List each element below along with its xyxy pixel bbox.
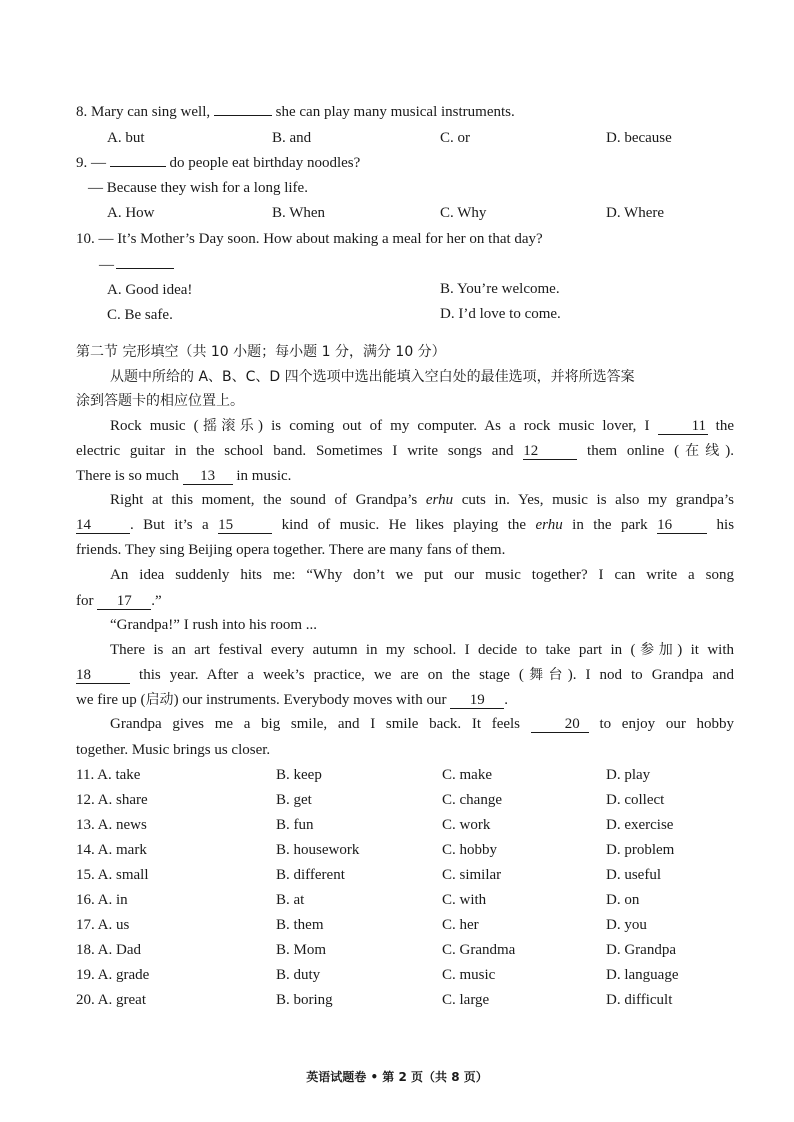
cloze-blank-11: 11	[658, 418, 708, 435]
passage-text: for	[76, 593, 94, 609]
chinese-gloss: 启动	[145, 692, 174, 708]
cloze-option-b: B. get	[276, 792, 312, 808]
question-9	[76, 153, 734, 173]
passage-line	[76, 665, 734, 685]
answer-blank	[110, 166, 166, 167]
cloze-option-d: D. exercise	[606, 817, 674, 833]
section-title: 第二节 完形填空（共 10 小题；每小题 1 分，满分 10 分）	[76, 344, 446, 360]
question-8	[76, 102, 734, 122]
dash: —	[99, 257, 114, 273]
cloze-option-c: C. with	[442, 892, 487, 908]
passage-line	[76, 466, 734, 486]
cloze-option-b: B. at	[276, 892, 305, 908]
option-a: A. but	[107, 130, 145, 146]
option-d: D. because	[606, 130, 672, 146]
passage-line	[76, 490, 734, 510]
cloze-blank-18: 18	[76, 667, 130, 684]
cloze-option-b: B. duty	[276, 967, 321, 983]
option-c: C. Why	[440, 205, 487, 221]
cloze-option-c: C. her	[442, 917, 479, 933]
cloze-blank-20: 20	[531, 716, 589, 733]
cloze-blank-14: 14	[76, 517, 130, 534]
question-text: do people eat birthday noodles?	[169, 155, 361, 171]
cloze-blank-12: 12	[523, 443, 577, 460]
passage-text: the	[715, 418, 734, 434]
page-footer: 英语试题卷 • 第 2 页（共 8 页）	[306, 1070, 488, 1084]
passage-text: to enjoy our hobby	[599, 716, 735, 732]
option-d: D. Where	[606, 205, 665, 221]
passage-text: ) our instruments. Everybody moves with our	[173, 692, 447, 708]
passage-text: Rock music (	[110, 418, 199, 434]
passage-line	[76, 640, 734, 660]
passage-line: “Grandpa!” I rush into his room ...	[110, 617, 318, 633]
chinese-gloss: 摇滚乐	[198, 418, 259, 434]
cloze-option-d: D. Grandpa	[606, 942, 676, 958]
cloze-option-a: 15. A. small	[76, 867, 149, 883]
passage-line	[76, 441, 734, 461]
cloze-option-a: 14. A. mark	[76, 842, 147, 858]
cloze-blank-17: 17	[97, 593, 151, 610]
passage-line	[76, 690, 734, 710]
passage-text: we fire up (	[76, 692, 146, 708]
cloze-option-c: C. hobby	[442, 842, 498, 858]
passage-line	[76, 591, 734, 611]
cloze-option-c: C. make	[442, 767, 492, 783]
cloze-option-d: D. difficult	[606, 992, 673, 1008]
reply-line	[99, 255, 174, 275]
cloze-option-a: 18. A. Dad	[76, 942, 141, 958]
cloze-option-d: D. collect	[606, 792, 665, 808]
option-c: C. or	[440, 130, 470, 146]
italic-word: erhu	[535, 517, 563, 533]
option-a: A. How	[107, 205, 155, 221]
option-b: B. When	[272, 205, 326, 221]
cloze-option-c: C. similar	[442, 867, 502, 883]
cloze-option-d: D. problem	[606, 842, 675, 858]
cloze-option-b: B. them	[276, 917, 324, 933]
cloze-option-a: 12. A. share	[76, 792, 148, 808]
cloze-option-b: B. fun	[276, 817, 314, 833]
option-b: B. and	[272, 130, 312, 146]
question-text: Mary can sing well,	[91, 104, 211, 120]
passage-text: There is an art festival every autumn in my school. I decide to take part in (	[110, 642, 636, 658]
passage-text: There is so much	[76, 468, 179, 484]
cloze-option-a: 20. A. great	[76, 992, 146, 1008]
answer-blank	[116, 268, 174, 269]
passage-text: cuts in. Yes, music is also my grandpa’s	[461, 492, 735, 508]
passage-text: .”	[151, 593, 162, 609]
passage-text: electric guitar in the school band. Sometimes I write songs and	[76, 443, 514, 459]
question-text: she can play many musical instruments.	[275, 104, 515, 120]
passage-text: . But it’s a	[130, 517, 209, 533]
section-instructions: 从题中所给的 A、B、C、D 四个选项中选出能填入空白处的最佳选项，并将所选答案	[110, 369, 635, 385]
cloze-option-a: 13. A. news	[76, 817, 147, 833]
passage-line: together. Music brings us closer.	[76, 742, 271, 758]
cloze-option-b: B. Mom	[276, 942, 327, 958]
cloze-option-c: C. music	[442, 967, 496, 983]
option-c: C. Be safe.	[107, 307, 173, 323]
passage-text: ). I nod to Grandpa and	[567, 667, 735, 683]
cloze-option-a: 16. A. in	[76, 892, 128, 908]
cloze-blank-15: 15	[218, 517, 272, 534]
question-number: 10.	[76, 231, 95, 247]
passage-line: An idea suddenly hits me: “Why don’t we put our music together? I can write a song	[110, 567, 734, 583]
cloze-blank-13: 13	[183, 468, 233, 485]
passage-line: friends. They sing Beijing opera together. There are many fans of them.	[76, 542, 506, 558]
passage-text: his	[716, 517, 735, 533]
chinese-gloss: 在线	[679, 443, 726, 459]
reply-line: — Because they wish for a long life.	[88, 180, 308, 196]
cloze-option-c: C. change	[442, 792, 502, 808]
passage-text: this year. After a week’s practice, we are on the stage (	[139, 667, 524, 683]
cloze-option-d: D. language	[606, 967, 679, 983]
passage-text: kind of music. He likes playing the	[281, 517, 527, 533]
cloze-option-d: D. on	[606, 892, 640, 908]
question-text: — It’s Mother’s Day soon. How about making a meal for her on that day?	[98, 231, 543, 247]
cloze-option-b: B. different	[276, 867, 345, 883]
chinese-gloss: 舞台	[523, 667, 568, 683]
option-a: A. Good idea!	[107, 282, 193, 298]
answer-blank	[214, 115, 272, 116]
passage-text: Grandpa gives me a big smile, and I smile back. It feels	[110, 716, 521, 732]
cloze-option-b: B. housework	[276, 842, 360, 858]
cloze-option-d: D. play	[606, 767, 651, 783]
cloze-blank-19: 19	[450, 692, 504, 709]
passage-text: Right at this moment, the sound of Grandpa’s	[110, 492, 418, 508]
option-b: B. You’re welcome.	[440, 281, 560, 297]
cloze-option-a: 19. A. grade	[76, 967, 150, 983]
cloze-option-c: C. work	[442, 817, 491, 833]
question-number: 8.	[76, 104, 88, 120]
passage-line	[76, 515, 734, 535]
passage-text: ) it with	[677, 642, 734, 658]
cloze-option-c: C. Grandma	[442, 942, 516, 958]
cloze-option-d: D. useful	[606, 867, 661, 883]
passage-text: ) is coming out of my computer. As a rock music lover, I	[258, 418, 650, 434]
chinese-gloss: 参加	[635, 642, 678, 658]
passage-text: in the park	[572, 517, 648, 533]
question-number: 9.	[76, 155, 88, 171]
cloze-option-d: D. you	[606, 917, 647, 933]
cloze-option-a: 11. A. take	[76, 767, 141, 783]
cloze-blank-16: 16	[657, 517, 707, 534]
dash: —	[91, 155, 106, 171]
passage-line	[76, 714, 734, 734]
cloze-option-c: C. large	[442, 992, 490, 1008]
cloze-option-b: B. keep	[276, 767, 322, 783]
question-10	[76, 229, 734, 249]
passage-text: .	[504, 692, 508, 708]
passage-text: them online (	[587, 443, 680, 459]
italic-word: erhu	[425, 492, 454, 508]
passage-text: in music.	[236, 468, 292, 484]
cloze-option-a: 17. A. us	[76, 917, 130, 933]
section-instructions: 涂到答题卡的相应位置上。	[76, 393, 244, 409]
cloze-option-b: B. boring	[276, 992, 333, 1008]
passage-text: ).	[725, 443, 735, 459]
passage-line	[76, 416, 734, 436]
option-d: D. I’d love to come.	[440, 306, 561, 322]
